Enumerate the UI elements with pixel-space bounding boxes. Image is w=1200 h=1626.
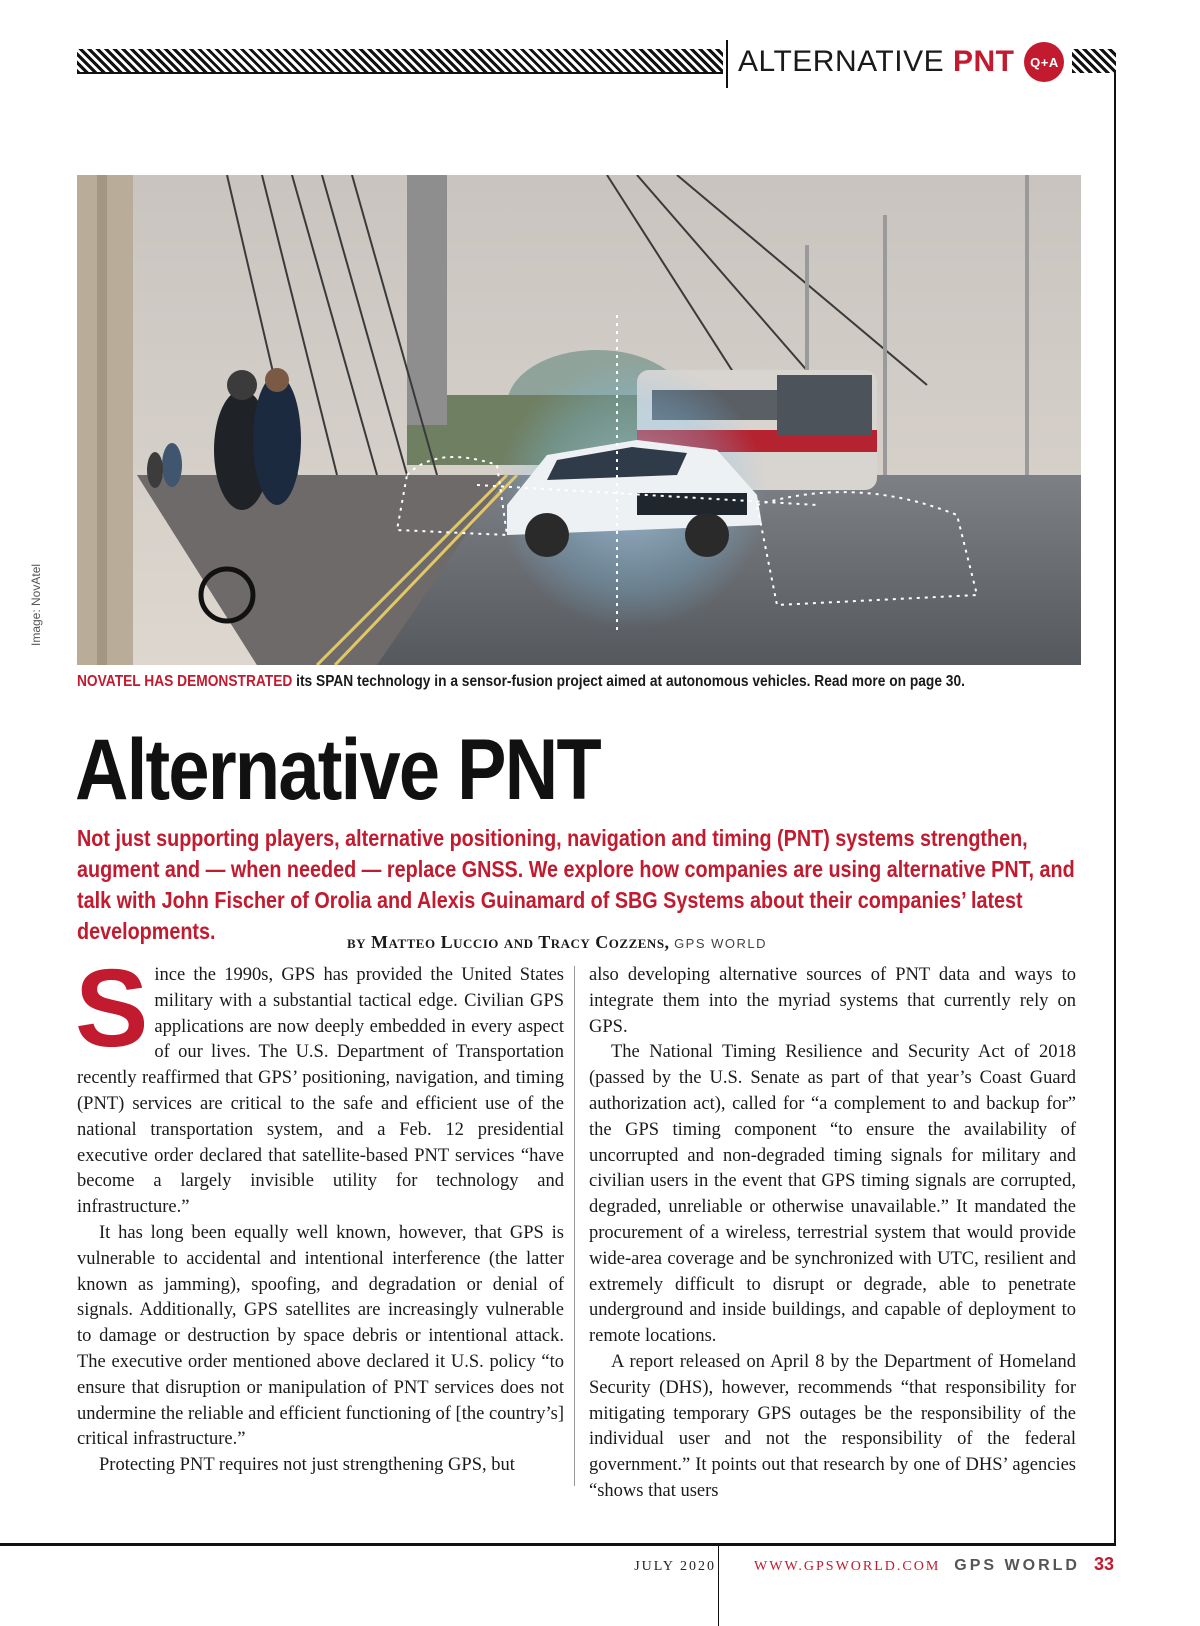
caption-text: its SPAN technology in a sensor-fusion project aimed at autonomous vehicles. Read more on page 30. (292, 673, 965, 690)
column-divider (574, 966, 575, 1486)
section-label (738, 40, 1064, 84)
article-dek: Not just supporting players, alternative positioning, navigation and timing (PNT) systems strengthen, augment and — when needed — replace GNSS. We explore how companies are using alternative PNT, and talk with John Fischer of Orolia and Alexis Guinamard of SBG Systems about their companies’ latest developments. (77, 825, 1075, 944)
byline-publication: GPS WORLD (674, 936, 768, 951)
page-number: 33 (1093, 1554, 1114, 1574)
article-photo (77, 175, 1081, 665)
footer-date: JULY 2020 (634, 1559, 717, 1574)
qa-badge: Q+A (1024, 42, 1064, 82)
body-paragraph: The National Timing Resilience and Security Act of 2018 (passed by the U.S. Senate as part of that year’s Coast Guard authorization act), called for “a complement to and backup for” the GPS timing component “to ensure the availability of uncorrupted and non-degraded timing signals for military and civilian users in the event that GPS timing signals are corrupted, degraded, unreliable or otherwise unavailable.” It mandated the procurement of a wireless, terrestrial system that would provide wide-area coverage and be synchronized with UTC, resilient and extremely difficult to disrupt or degrade, able to penetrate underground and inside buildings, and capable of deployment to remote locations. (589, 1042, 1076, 1347)
photo-illustration (77, 175, 1081, 665)
body-paragraph: also developing alternative sources of PNT data and ways to integrate them into the myriad systems that currently rely on GPS. (589, 965, 1076, 1037)
page-footer (634, 1554, 1114, 1575)
footer-url[interactable]: WWW.GPSWORLD.COM (754, 1559, 941, 1574)
body-paragraph: Since the 1990s, GPS has provided the United States military with a substantial tactical edge. Civilian GPS applications are now deeply embedded in every aspect of our lives. The U.S. Department of Transportation recently reaffirmed that GPS’ positioning, navigation, and timing (PNT) services are critical to the safe and efficient use of the national transportation system, and a Feb. 12 presidential executive order declared that satellite-based PNT services “have become a largely invisible utility for technology and infrastructure.” (75, 947, 564, 1218)
section-name-accent: PNT (952, 45, 1015, 78)
byline (0, 932, 1114, 953)
byline-prefix: by (346, 932, 372, 952)
body-paragraph: It has long been equally well known, however, that GPS is vulnerable to accidental and intentional interference (the latter known as jamming), spoofing, and degradation or denial of signals. Additionally, GPS satellites are increasingly vulnerable to damage or destruction by space debris or intentional attack. The executive order mentioned above declared it U.S. policy “to ensure that disruption or manipulation of PNT services does not undermine the reliable and efficient functioning of [the country’s] critical infrastructure.” (77, 1222, 564, 1450)
caption-lead: NOVATEL HAS DEMONSTRATED (77, 673, 293, 690)
page-edge-rule (1114, 73, 1116, 1545)
section-name: ALTERNATIVE PNT (738, 45, 1015, 78)
photo-caption (77, 673, 965, 691)
footer-magazine: GPS WORLD (954, 1557, 1080, 1574)
body-column-right (589, 963, 1076, 1505)
header-rule (77, 72, 723, 74)
body-column-left (75, 947, 564, 1479)
article-title: Alternative PNT (75, 722, 600, 818)
header-hatch-bar-right (1072, 49, 1116, 73)
drop-cap: S (75, 947, 149, 1070)
photo-credit: Image: NovAtel (29, 563, 43, 646)
header-hatch-bar-left (77, 49, 723, 73)
body-paragraph: A report released on April 8 by the Department of Homeland Security (DHS), however, recommends “that responsibility for mitigating temporary GPS outages be the responsibility of the individual user and not the responsibility of the federal government.” It points out that research by one of DHS’ agencies “shows that users (589, 1351, 1076, 1501)
byline-authors: Matteo Luccio and Tracy Cozzens, (371, 932, 670, 952)
header-divider (726, 40, 728, 88)
footer-rule (0, 1543, 1116, 1546)
body-paragraph: Protecting PNT requires not just strengthening GPS, but (99, 1455, 515, 1476)
